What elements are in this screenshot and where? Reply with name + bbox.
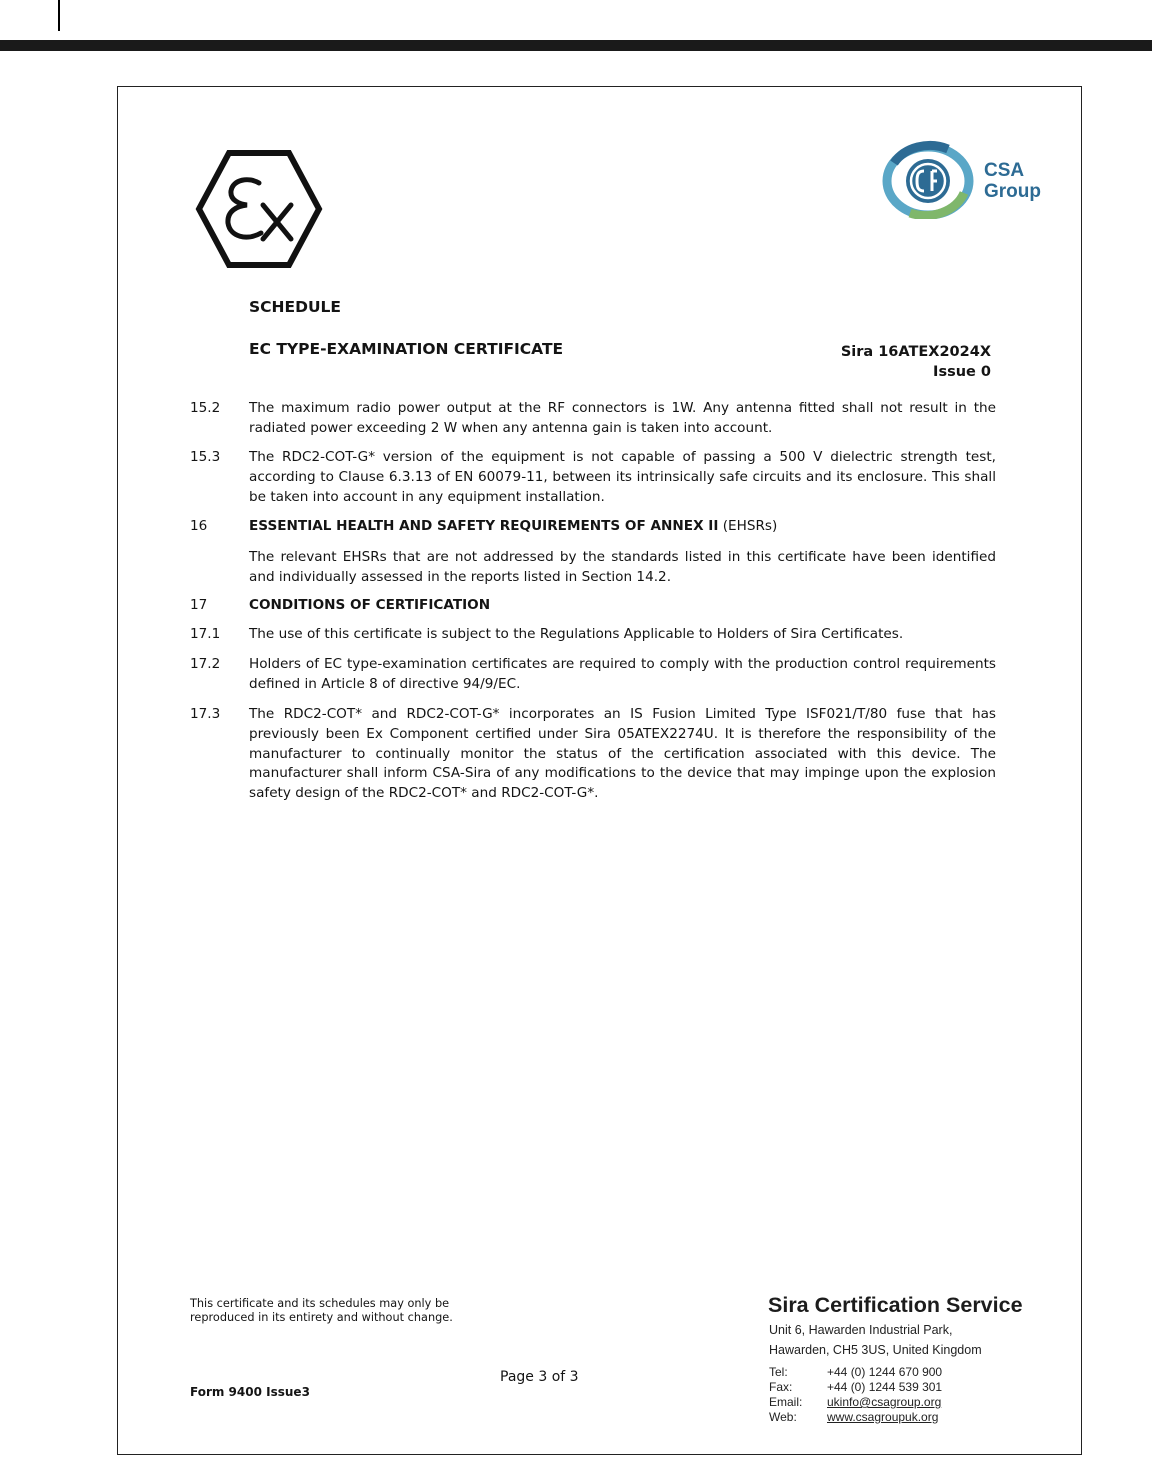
section-number: 15.2 bbox=[190, 400, 221, 416]
certificate-page bbox=[117, 86, 1082, 1455]
section-15-2 bbox=[190, 399, 996, 439]
section-17 bbox=[190, 596, 996, 616]
form-number: Form 9400 Issue3 bbox=[190, 1385, 310, 1399]
ex-logo-icon bbox=[193, 149, 323, 269]
csa-logo-text-line1: CSA bbox=[984, 160, 1025, 181]
contact-email bbox=[769, 1395, 942, 1410]
contact-value: +44 (0) 1244 670 900 bbox=[827, 1365, 943, 1379]
csa-group-logo-text bbox=[984, 160, 1041, 202]
section-heading-suffix: (EHSRs) bbox=[718, 518, 778, 534]
contact-label: Tel: bbox=[769, 1365, 788, 1379]
section-paragraph: Holders of EC type-examination certificates are required to comply with the production control requirements defined in Article 8 of directive 94/9/EC. bbox=[249, 656, 996, 692]
section-number: 17.2 bbox=[190, 656, 221, 672]
section-16 bbox=[190, 517, 996, 587]
top-bar bbox=[0, 40, 1152, 51]
contact-value: +44 (0) 1244 539 301 bbox=[827, 1380, 943, 1394]
contact-block bbox=[769, 1365, 942, 1425]
top-margin-line bbox=[58, 0, 60, 31]
certificate-title: EC TYPE-EXAMINATION CERTIFICATE bbox=[249, 340, 564, 358]
section-number: 17 bbox=[190, 597, 208, 613]
address-line1: Unit 6, Hawarden Industrial Park, bbox=[769, 1323, 953, 1337]
organization-name: Sira Certification Service bbox=[768, 1293, 1023, 1317]
section-heading-text: ESSENTIAL HEALTH AND SAFETY REQUIREMENTS OF ANNEX II bbox=[249, 518, 719, 534]
section-17-2 bbox=[190, 655, 996, 695]
section-heading-text: CONDITIONS OF CERTIFICATION bbox=[249, 597, 491, 613]
section-heading bbox=[249, 596, 996, 616]
section-paragraph: The relevant EHSRs that are not addressed by the standards listed in this certificate have been identified and individually assessed in the reports listed in Section 14.2. bbox=[249, 548, 996, 585]
contact-label: Email: bbox=[769, 1395, 803, 1409]
reproduction-note-line1: This certificate and its schedules may only be bbox=[190, 1297, 450, 1310]
reproduction-note bbox=[190, 1297, 490, 1325]
contact-label: Fax: bbox=[769, 1380, 793, 1394]
contact-fax bbox=[769, 1380, 942, 1395]
section-15-3 bbox=[190, 448, 996, 507]
section-number: 17.1 bbox=[190, 626, 221, 642]
csa-logo-text-line2: Group bbox=[984, 181, 1041, 202]
contact-tel bbox=[769, 1365, 942, 1380]
page-number: Page 3 of 3 bbox=[500, 1369, 579, 1385]
address-line2: Hawarden, CH5 3US, United Kingdom bbox=[769, 1343, 982, 1357]
certificate-number-block bbox=[841, 342, 991, 382]
reproduction-note-line2: reproduced in its entirety and without change. bbox=[190, 1311, 453, 1324]
certificate-issue: Issue 0 bbox=[933, 364, 991, 380]
section-number: 17.3 bbox=[190, 706, 221, 722]
schedule-heading: SCHEDULE bbox=[249, 298, 342, 316]
email-link[interactable]: ukinfo@csagroup.org bbox=[827, 1395, 942, 1409]
contact-label: Web: bbox=[769, 1410, 797, 1424]
contact-web bbox=[769, 1410, 942, 1425]
section-paragraph: The use of this certificate is subject to the Regulations Applicable to Holders of Sira Certificates. bbox=[249, 626, 904, 642]
section-number: 16 bbox=[190, 518, 208, 534]
section-paragraph: The RDC2-COT-G* version of the equipment is not capable of passing a 500 V dielectric strength test, according to Clause 6.3.13 of EN 60079-11, between its intrinsically safe circuits and its enclosure. This shall be taken into account in any equipment installation. bbox=[249, 449, 996, 505]
section-17-1 bbox=[190, 625, 996, 645]
website-link[interactable]: www.csagroupuk.org bbox=[827, 1410, 939, 1424]
section-17-3 bbox=[190, 705, 996, 804]
section-number: 15.3 bbox=[190, 449, 221, 465]
section-heading bbox=[249, 517, 996, 537]
section-paragraph: The maximum radio power output at the RF connectors is 1W. Any antenna fitted shall not result in the radiated power exceeding 2 W when any antenna gain is taken into account. bbox=[249, 400, 996, 436]
certificate-number: Sira 16ATEX2024X bbox=[840, 344, 991, 360]
section-paragraph: The RDC2-COT* and RDC2-COT-G* incorporates an IS Fusion Limited Type ISF021/T/80 fuse that has previously been Ex Component certified under Sira 05ATEX2274U. It is therefore the responsibility of the manufacturer to continually monitor the status of the certification associated with this device. The manufacturer shall inform CSA-Sira of any modifications to the device that may impinge upon the explosion safety design of the RDC2-COT* and RDC2-COT-G*. bbox=[249, 706, 996, 802]
